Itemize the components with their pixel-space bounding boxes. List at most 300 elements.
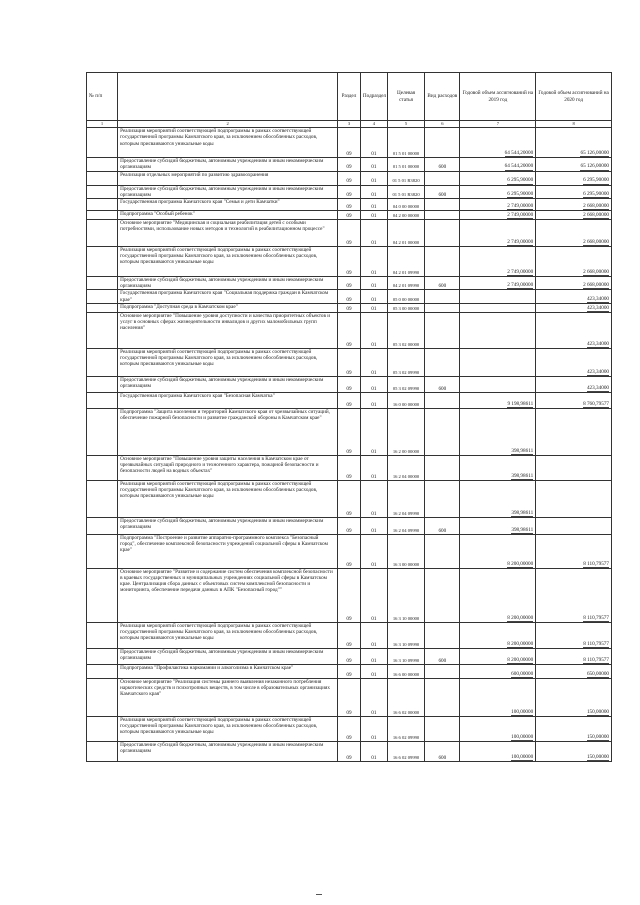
row-podrazdel: 01 [360, 568, 387, 622]
amount-value: 423,34000 [586, 340, 609, 347]
row-razdel: 09 [338, 622, 361, 648]
row-target-article: 05 3 02 09990 [387, 376, 424, 392]
row-amount-2019 [460, 716, 536, 741]
table-row [87, 348, 612, 376]
row-razdel: 09 [338, 211, 361, 220]
row-amount-2020 [536, 376, 612, 392]
row-razdel: 09 [338, 480, 361, 517]
amount-value: 423,34000 [586, 304, 609, 311]
amount-value: 65 126,00000 [580, 150, 609, 156]
row-number [87, 247, 118, 277]
column-header-name [118, 73, 338, 121]
row-target-article: 04 2 01 09990 [387, 247, 424, 277]
table-row [87, 247, 612, 277]
table-row [87, 480, 612, 517]
row-amount-2019 [460, 128, 536, 158]
row-amount-2019 [460, 312, 536, 348]
row-podrazdel: 01 [360, 534, 387, 568]
row-expense-type: 600 [425, 741, 460, 761]
row-amount-2020 [536, 303, 612, 312]
row-amount-2020 [536, 348, 612, 376]
column-index: 5 [387, 121, 424, 128]
row-amount-2019 [460, 348, 536, 376]
row-amount-2019 [460, 185, 536, 198]
table-header-row [87, 73, 612, 121]
row-expense-type [425, 312, 460, 348]
row-name: Предоставление субсидий бюджетным, автономным учреждениям и иным некоммерческим организациям [118, 517, 338, 534]
row-name: Реализация мероприятий соответствующей подпрограммы в рамках соответствующей государственной программы Камчатского края, за исключением обособленных расходов, которым присваиваются уникальные коды [118, 348, 338, 376]
row-number [87, 392, 118, 408]
budget-table [86, 72, 612, 762]
row-podrazdel: 01 [360, 622, 387, 648]
column-header-razdel: Раздел [338, 73, 361, 121]
table-row [87, 312, 612, 348]
amount-value: 398,98611 [511, 526, 534, 533]
row-name: Реализация мероприятий соответствующей подпрограммы в рамках соответствующей государственной программы Камчатского края, за исключением обособленных расходов, которым присваиваются уникальные коды [118, 247, 338, 277]
row-razdel: 09 [338, 290, 361, 303]
amount-value: 2 668,00000 [583, 238, 609, 245]
row-amount-2020 [536, 622, 612, 648]
row-target-article: 16 3 10 09990 [387, 648, 424, 664]
amount-value: 8 110,79577 [583, 640, 609, 647]
row-amount-2020 [536, 678, 612, 716]
row-amount-2020 [536, 517, 612, 534]
row-podrazdel: 01 [360, 455, 387, 480]
amount-value: 8 110,79577 [583, 656, 609, 663]
row-number [87, 348, 118, 376]
column-index: 2 [118, 121, 338, 128]
amount-value: 2 668,00000 [583, 202, 609, 209]
row-number [87, 534, 118, 568]
column-index: 7 [460, 121, 536, 128]
row-podrazdel: 01 [360, 247, 387, 277]
table-row [87, 303, 612, 312]
amount-value: 2 749,00000 [507, 282, 534, 289]
row-name: Основное мероприятие "Повышение уровня защиты населения в Камчатском крае от чрезвычайных ситуаций природного и техногенного характера, пожарной безопасности и безопасности людей на водных объектах" [118, 455, 338, 480]
row-expense-type [425, 348, 460, 376]
row-number [87, 622, 118, 648]
row-razdel: 09 [338, 716, 361, 741]
row-podrazdel: 01 [360, 480, 387, 517]
row-amount-2020 [536, 185, 612, 198]
row-razdel: 09 [338, 158, 361, 171]
amount-value: 6 295,90000 [583, 190, 609, 197]
row-amount-2019 [460, 517, 536, 534]
row-razdel: 09 [338, 376, 361, 392]
row-number [87, 199, 118, 211]
row-amount-2019 [460, 622, 536, 648]
amount-value: 650,00000 [586, 670, 609, 677]
row-expense-type [425, 568, 460, 622]
row-amount-2019 [460, 376, 536, 392]
table-row [87, 408, 612, 455]
row-name: Основное мероприятие "Повышение уровня доступности и качества приоритетных объектов и услуг в основных сферах жизнедеятельности инвалидов и других маломобильных групп населения" [118, 312, 338, 348]
table-row [87, 741, 612, 761]
column-index: 6 [425, 121, 460, 128]
table-row [87, 392, 612, 408]
amount-value: 398,98611 [511, 447, 534, 454]
row-amount-2019 [460, 290, 536, 303]
row-expense-type [425, 534, 460, 568]
row-podrazdel: 01 [360, 517, 387, 534]
row-amount-2019 [460, 408, 536, 455]
amount-value: 64 544,20000 [504, 163, 534, 170]
row-target-article: 04 2 00 00000 [387, 211, 424, 220]
row-amount-2019 [460, 648, 536, 664]
row-amount-2019 [460, 534, 536, 568]
row-amount-2019 [460, 303, 536, 312]
row-target-article: 16 2 04 09990 [387, 517, 424, 534]
row-target-article: 01 5 01 R3820 [387, 171, 424, 185]
amount-value: 65 126,00000 [580, 163, 609, 170]
row-expense-type [425, 128, 460, 158]
amount-value: 2 749,00000 [507, 238, 534, 245]
row-target-article: 16 3 10 09990 [387, 622, 424, 648]
row-amount-2019 [460, 392, 536, 408]
row-number [87, 312, 118, 348]
row-razdel: 09 [338, 517, 361, 534]
amount-value: 8 760,79577 [583, 400, 609, 407]
row-podrazdel: 01 [360, 741, 387, 761]
row-razdel: 09 [338, 128, 361, 158]
row-razdel: 09 [338, 303, 361, 312]
row-expense-type [425, 220, 460, 247]
row-amount-2020 [536, 277, 612, 290]
row-target-article: 04 2 01 09990 [387, 277, 424, 290]
row-amount-2020 [536, 128, 612, 158]
row-amount-2020 [536, 480, 612, 517]
row-target-article: 16 6 00 00000 [387, 664, 424, 678]
row-podrazdel: 01 [360, 220, 387, 247]
amount-value: 64 544,20000 [504, 150, 534, 156]
row-podrazdel: 01 [360, 303, 387, 312]
row-razdel: 09 [338, 277, 361, 290]
row-amount-2019 [460, 199, 536, 211]
row-amount-2019 [460, 664, 536, 678]
row-target-article: 16 6 02 00000 [387, 678, 424, 716]
row-amount-2019 [460, 277, 536, 290]
amount-value: 398,98611 [511, 509, 534, 516]
row-podrazdel: 01 [360, 678, 387, 716]
row-target-article: 04 2 01 00000 [387, 220, 424, 247]
row-target-article: 04 0 00 00000 [387, 199, 424, 211]
amount-value: 100,00000 [511, 708, 534, 715]
row-expense-type [425, 290, 460, 303]
row-razdel: 09 [338, 171, 361, 185]
row-razdel: 09 [338, 312, 361, 348]
column-header-number: № п/п [87, 73, 118, 121]
table-row [87, 158, 612, 171]
row-podrazdel: 01 [360, 408, 387, 455]
row-number [87, 716, 118, 741]
row-name: Реализация мероприятий соответствующей подпрограммы в рамках соответствующей государственной программы Камчатского края, за исключением обособленных расходов, которым присваиваются уникальные коды [118, 716, 338, 741]
row-amount-2019 [460, 678, 536, 716]
row-name: Реализация отдельных мероприятий по развитию здравоохранения [118, 171, 338, 185]
amount-value: 2 749,00000 [507, 202, 534, 209]
row-podrazdel: 01 [360, 716, 387, 741]
row-target-article: 05 0 00 00000 [387, 290, 424, 303]
column-header-2019: Годовой объем ассигнований на 2019 год [460, 73, 536, 121]
row-podrazdel: 01 [360, 171, 387, 185]
row-amount-2019 [460, 220, 536, 247]
amount-value: 100,00000 [511, 733, 534, 740]
row-number [87, 408, 118, 455]
row-podrazdel: 01 [360, 277, 387, 290]
row-expense-type: 600 [425, 648, 460, 664]
row-number [87, 128, 118, 158]
amount-value: 6 295,90000 [507, 190, 534, 197]
table-row [87, 455, 612, 480]
row-name: Реализация мероприятий соответствующей подпрограммы в рамках соответствующей государственной программы Камчатского края, за исключением обособленных расходов, которым присваиваются уникальные коды [118, 622, 338, 648]
row-target-article: 01 5 01 00000 [387, 158, 424, 171]
row-amount-2020 [536, 741, 612, 761]
row-razdel: 09 [338, 741, 361, 761]
row-amount-2020 [536, 392, 612, 408]
row-amount-2020 [536, 716, 612, 741]
row-name: Государственная программа Камчатского края "Безопасная Камчатка" [118, 392, 338, 408]
row-expense-type [425, 622, 460, 648]
amount-value: 8 200,00000 [507, 614, 534, 621]
row-number [87, 158, 118, 171]
row-name: Предоставление субсидий бюджетным, автономным учреждениям и иным некоммерческим организациям [118, 277, 338, 290]
row-target-article: 01 5 01 00000 [387, 128, 424, 158]
row-number [87, 517, 118, 534]
row-number [87, 303, 118, 312]
row-razdel: 09 [338, 220, 361, 247]
row-number [87, 211, 118, 220]
amount-value: 100,00000 [511, 753, 534, 760]
table-row [87, 290, 612, 303]
row-amount-2020 [536, 455, 612, 480]
table-row [87, 220, 612, 247]
amount-value: 2 749,00000 [507, 211, 534, 218]
row-target-article: 16 3 10 00000 [387, 568, 424, 622]
page-footer-mark [316, 894, 322, 895]
row-target-article: 16 2 00 00000 [387, 408, 424, 455]
row-number [87, 741, 118, 761]
amount-value: 600,00000 [511, 670, 534, 677]
row-razdel: 09 [338, 199, 361, 211]
column-index-row [87, 121, 612, 128]
row-name: Предоставление субсидий бюджетным, автономным учреждениям и иным некоммерческим организациям [118, 648, 338, 664]
row-target-article: 16 2 04 00000 [387, 455, 424, 480]
row-amount-2020 [536, 312, 612, 348]
row-razdel: 09 [338, 348, 361, 376]
row-razdel: 09 [338, 568, 361, 622]
row-podrazdel: 01 [360, 664, 387, 678]
row-amount-2019 [460, 455, 536, 480]
row-podrazdel: 01 [360, 128, 387, 158]
table-row [87, 185, 612, 198]
column-header-expense-type: Вид расходов [425, 73, 460, 121]
row-name: Предоставление субсидий бюджетным, автономным учреждениям и иным некоммерческим организациям [118, 158, 338, 171]
table-row [87, 211, 612, 220]
amount-value: 8 200,00000 [507, 560, 534, 567]
table-row [87, 664, 612, 678]
table-row [87, 517, 612, 534]
row-amount-2020 [536, 171, 612, 185]
row-expense-type: 600 [425, 376, 460, 392]
row-razdel: 09 [338, 648, 361, 664]
row-name: Предоставление субсидий бюджетным, автономным учреждениям и иным некоммерческим организациям [118, 376, 338, 392]
row-name: Основное мероприятие "Медицинская и социальная реабилитация детей с особыми потребностями, использование новых методов и технологий в реабилитационном процессе" [118, 220, 338, 247]
row-expense-type [425, 455, 460, 480]
row-expense-type [425, 211, 460, 220]
row-amount-2019 [460, 480, 536, 517]
row-name: Подпрограмма "Построение и развитие аппаратно-программного комплекса "Безопасный город", обеспечение комплексной безопасности учреждений социальной сферы в Камчатском крае" [118, 534, 338, 568]
row-expense-type [425, 392, 460, 408]
amount-value: 2 668,00000 [583, 211, 609, 218]
table-row [87, 171, 612, 185]
row-number [87, 171, 118, 185]
row-number [87, 678, 118, 716]
row-amount-2019 [460, 158, 536, 171]
row-amount-2019 [460, 741, 536, 761]
row-razdel: 09 [338, 247, 361, 277]
row-amount-2020 [536, 568, 612, 622]
row-number [87, 568, 118, 622]
row-target-article: 16 6 02 09990 [387, 741, 424, 761]
row-name: Подпрограмма "Доступная среда в Камчатском крае" [118, 303, 338, 312]
row-podrazdel: 01 [360, 211, 387, 220]
row-podrazdel: 01 [360, 185, 387, 198]
row-amount-2020 [536, 290, 612, 303]
row-expense-type: 600 [425, 277, 460, 290]
row-name: Подпрограмма "Особый ребенок" [118, 211, 338, 220]
row-number [87, 185, 118, 198]
row-name: Государственная программа Камчатского края "Семья и дети Камчатки" [118, 199, 338, 211]
amount-value: 423,34000 [586, 368, 609, 375]
row-name: Подпрограмма "Профилактика наркомании и алкоголизма в Камчатском крае" [118, 664, 338, 678]
row-podrazdel: 01 [360, 376, 387, 392]
row-podrazdel: 01 [360, 348, 387, 376]
row-amount-2020 [536, 199, 612, 211]
row-amount-2019 [460, 568, 536, 622]
row-amount-2020 [536, 648, 612, 664]
table-row [87, 199, 612, 211]
row-name: Предоставление субсидий бюджетным, автономным учреждениям и иным некоммерческим организациям [118, 185, 338, 198]
row-expense-type [425, 408, 460, 455]
amount-value: 2 668,00000 [583, 268, 609, 275]
table-row [87, 622, 612, 648]
row-target-article: 16 3 00 00000 [387, 534, 424, 568]
amount-value: 6 295,90000 [583, 177, 609, 184]
column-index: 4 [360, 121, 387, 128]
row-razdel: 09 [338, 455, 361, 480]
row-expense-type: 600 [425, 158, 460, 171]
row-number [87, 220, 118, 247]
row-name: Основное мероприятие "Развитие и содержание систем обеспечения комплексной безопасности в краевых государственных и муниципальных учреждениях социальной сферы в Камчатском крае. Централизация сбора данных с объектовых систем комплексной безопасности и мониторинга, обеспечение передачи данных в АПК "Безопасный город"" [118, 568, 338, 622]
column-index: 3 [338, 121, 361, 128]
column-header-podrazdel: Подраздел [360, 73, 387, 121]
row-razdel: 09 [338, 534, 361, 568]
table-row [87, 716, 612, 741]
row-target-article: 01 5 01 R3820 [387, 185, 424, 198]
row-amount-2020 [536, 211, 612, 220]
row-expense-type [425, 199, 460, 211]
amount-value: 423,34000 [586, 295, 609, 302]
row-number [87, 455, 118, 480]
row-target-article: 16 0 00 00000 [387, 392, 424, 408]
row-expense-type [425, 678, 460, 716]
table-row [87, 277, 612, 290]
row-name: Реализация мероприятий соответствующей подпрограммы в рамках соответствующей государственной программы Камчатского края, за исключением обособленных расходов, которым присваиваются уникальные коды [118, 128, 338, 158]
row-name: Основное мероприятие "Реализация системы раннего выявления незаконного потребления наркотических средств и психотропных веществ, в том числе в образовательных организациях Камчатского края" [118, 678, 338, 716]
amount-value: 2 668,00000 [583, 282, 609, 289]
row-razdel: 09 [338, 392, 361, 408]
row-expense-type [425, 303, 460, 312]
row-number [87, 376, 118, 392]
column-index: 8 [536, 121, 612, 128]
row-target-article: 05 3 02 00000 [387, 312, 424, 348]
row-podrazdel: 01 [360, 158, 387, 171]
amount-value: 6 295,90000 [507, 177, 534, 184]
amount-value: 150,00000 [586, 753, 609, 760]
row-amount-2020 [536, 534, 612, 568]
row-number [87, 480, 118, 517]
row-amount-2019 [460, 171, 536, 185]
amount-value: 423,34000 [586, 384, 609, 391]
table-row [87, 648, 612, 664]
column-header-2020: Годовой объем ассигнований на 2020 год [536, 73, 612, 121]
row-name: Подпрограмма "Защита населения и территорий Камчатского края от чрезвычайных ситуаций, обеспечение пожарной безопасности и развитие гражданской обороны в Камчатском крае" [118, 408, 338, 455]
row-expense-type [425, 247, 460, 277]
row-razdel: 09 [338, 185, 361, 198]
amount-value: 398,98611 [511, 472, 534, 479]
row-amount-2020 [536, 408, 612, 455]
row-podrazdel: 01 [360, 648, 387, 664]
row-number [87, 277, 118, 290]
row-razdel: 09 [338, 678, 361, 716]
row-amount-2020 [536, 664, 612, 678]
row-amount-2019 [460, 247, 536, 277]
row-target-article: 05 3 00 00000 [387, 303, 424, 312]
row-podrazdel: 01 [360, 290, 387, 303]
row-razdel: 09 [338, 664, 361, 678]
amount-value: 8 200,00000 [507, 656, 534, 663]
column-index: 1 [87, 121, 118, 128]
row-expense-type: 600 [425, 517, 460, 534]
amount-value: 8 110,79577 [583, 614, 609, 621]
amount-value: 8 200,00000 [507, 640, 534, 647]
row-target-article: 16 2 04 09990 [387, 480, 424, 517]
amount-value: 2 749,00000 [507, 268, 534, 275]
row-name: Государственная программа Камчатского края "Социальная поддержка граждан в Камчатском крае" [118, 290, 338, 303]
row-amount-2020 [536, 158, 612, 171]
row-expense-type [425, 171, 460, 185]
amount-value: 150,00000 [586, 733, 609, 740]
row-podrazdel: 01 [360, 199, 387, 211]
row-expense-type [425, 480, 460, 517]
row-number [87, 648, 118, 664]
amount-value: 150,00000 [586, 708, 609, 715]
table-row [87, 376, 612, 392]
row-number [87, 290, 118, 303]
table-row [87, 128, 612, 158]
row-name: Предоставление субсидий бюджетным, автономным учреждениям и иным некоммерческим организациям [118, 741, 338, 761]
row-podrazdel: 01 [360, 312, 387, 348]
table-row [87, 568, 612, 622]
table-row [87, 678, 612, 716]
row-expense-type: 600 [425, 185, 460, 198]
table-row [87, 534, 612, 568]
row-amount-2019 [460, 211, 536, 220]
row-razdel: 09 [338, 408, 361, 455]
row-name: Реализация мероприятий соответствующей подпрограммы в рамках соответствующей государственной программы Камчатского края, за исключением обособленных расходов, которым присваиваются уникальные коды [118, 480, 338, 517]
column-header-target-article: Целевая статья [387, 73, 424, 121]
row-amount-2020 [536, 247, 612, 277]
amount-value: 8 110,79577 [583, 560, 609, 567]
